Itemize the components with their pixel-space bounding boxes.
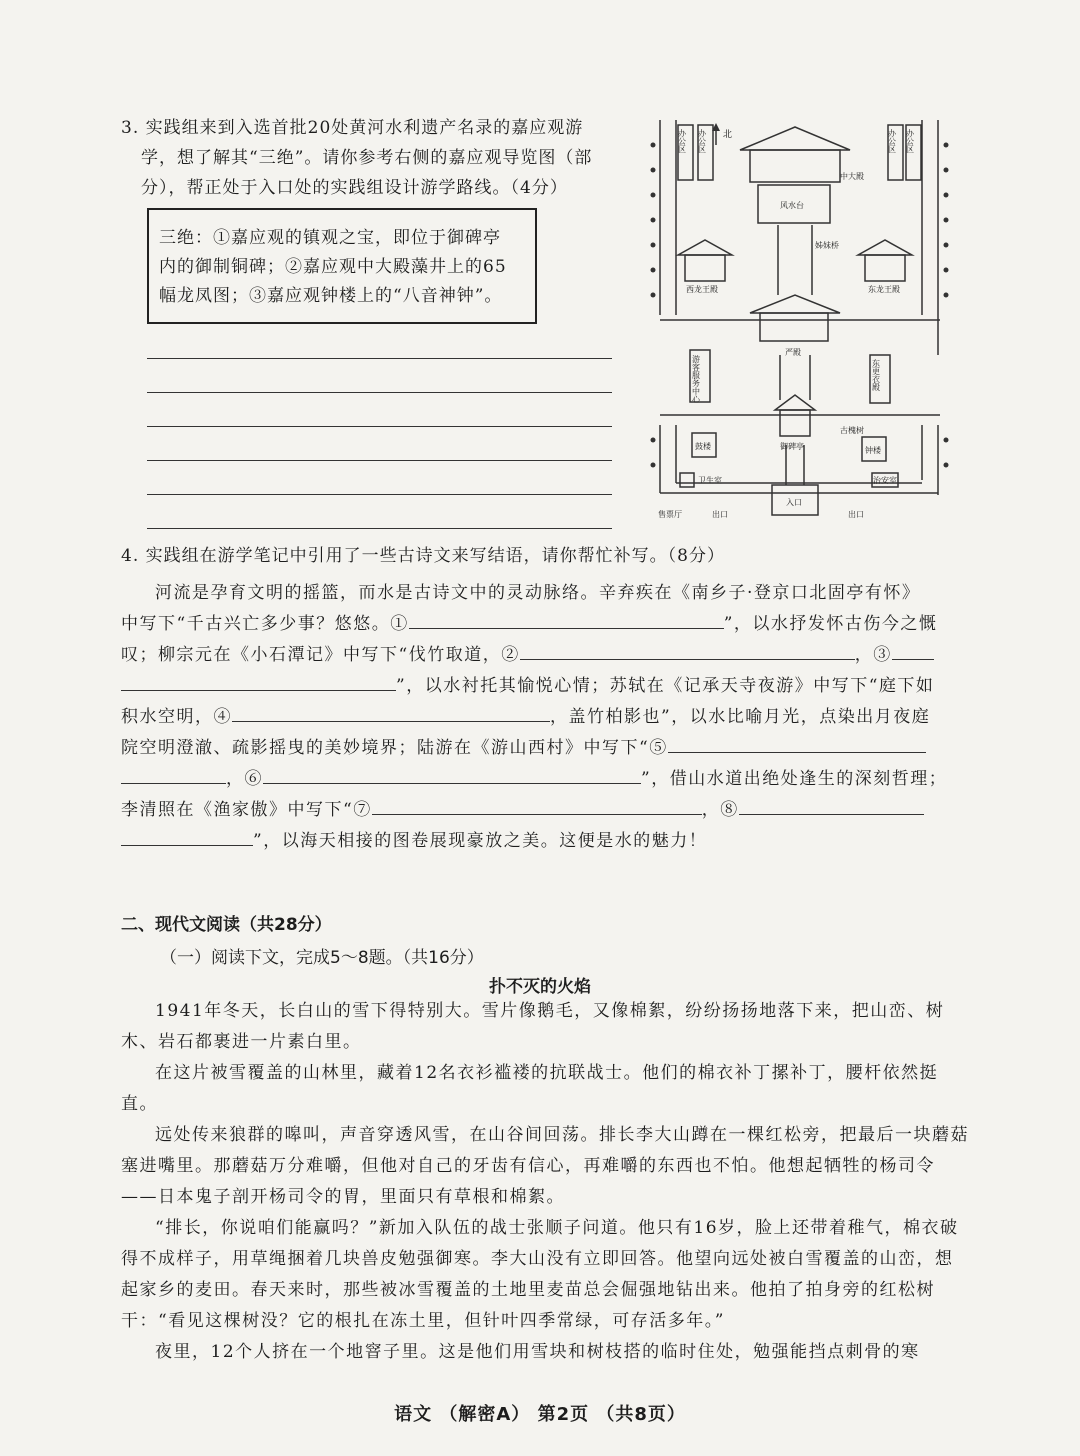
- q4-text: ，⑥: [226, 769, 263, 789]
- paragraph: 夜里，12个人挤在一个地窨子里。这是他们用雪块和树枝搭的临时住处，勉强能挡点刺骨的寒: [155, 1342, 920, 1362]
- box-line: 内的御制铜碑；②嘉应观中大殿藻井上的65: [159, 257, 507, 277]
- paragraph: 1941年冬天，长白山的雪下得特别大。雪片像鹅毛，又像棉絮，纷纷扬扬地落下来，把山峦、树木、岩石都裹进一片素白里。: [121, 1001, 945, 1052]
- q4-line: [121, 795, 976, 826]
- q4-text: ，③: [854, 645, 892, 665]
- blank-3[interactable]: [892, 641, 934, 660]
- exit-label-west: 出口: [712, 510, 728, 519]
- yandian-label: 严殿: [785, 348, 801, 357]
- blank-6[interactable]: [263, 765, 641, 784]
- box-line: 幅龙凤图；③嘉应观钟楼上的“八音神钟”。: [159, 286, 503, 306]
- blank-8-cont[interactable]: [121, 827, 253, 846]
- office-label: 办公区: [905, 129, 915, 153]
- donglongwang-label: 东龙王殿: [868, 285, 900, 294]
- xilongwang-label: 西龙王殿: [686, 285, 718, 294]
- q4-text: 院空明澄澈、疏影摇曳的美妙境界；陆游在《游山西村》中写下“⑤: [121, 738, 668, 758]
- shoupiao-label: 售票厅: [658, 510, 682, 519]
- page-footer: 语文 （解密A） 第2页 （共8页）: [394, 1404, 686, 1425]
- q4-text: ”，以海天相接的图卷展现豪放之美。这便是水的魅力！: [253, 831, 708, 851]
- q4-line: [121, 826, 976, 857]
- answer-line[interactable]: [147, 460, 612, 461]
- q4-text: ，盖竹柏影也”，以水比喻月光，点染出月夜庭: [550, 707, 931, 727]
- q4-text: 叹；柳宗元在《小石潭记》中写下“伐竹取道，②: [121, 645, 520, 665]
- q4-line: [121, 764, 976, 795]
- q4-line: [121, 733, 976, 764]
- blank-5[interactable]: [668, 734, 926, 753]
- q4-text: ”，以水衬托其愉悦心情；苏轼在《记承天寺夜游》中写下“庭下如: [396, 676, 935, 696]
- weisheng-label: 卫生室: [698, 476, 722, 485]
- north-label: 北: [723, 130, 733, 140]
- q4-text: 积水空明，④: [121, 707, 232, 727]
- q4-body: [121, 578, 976, 857]
- q4-stem: 4. 实践组在游学笔记中引用了一些古诗文来写结语，请你帮忙补写。（8分）: [121, 546, 725, 566]
- jiayingguan-map: [640, 115, 960, 525]
- visitor-center-label: 游客服务中心: [691, 355, 701, 403]
- answer-line[interactable]: [147, 392, 612, 393]
- zhonglou-label: 钟楼: [865, 446, 881, 455]
- q4-text: 中写下“千古兴亡多少事？悠悠。①: [121, 614, 409, 634]
- article-body: [121, 996, 971, 1368]
- exit-label-east: 出口: [848, 510, 864, 519]
- q4-text: ，⑧: [701, 800, 739, 820]
- q3-stem-line: 分），帮正处于入口处的实践组设计游学路线。（4分）: [141, 178, 568, 198]
- blank-3-cont[interactable]: [121, 672, 396, 691]
- q4-text: ”，借山水道出绝处逢生的深刻哲理；: [641, 769, 948, 789]
- section-sub: （一）阅读下文，完成5～8题。（共16分）: [160, 948, 484, 968]
- paragraph: 远处传来狼群的嗥叫，声音穿透风雪，在山谷间回荡。排长李大山蹲在一棵红松旁，把最后一块蘑菇塞进嘴里。那蘑菇万分难嚼，但他对自己的牙齿有信心，再难嚼的东西也不怕。他想起牺牲的杨司令——日本鬼子剖开杨司令的胃，里面只有草根和棉絮。: [121, 1125, 969, 1207]
- blank-1[interactable]: [409, 610, 724, 629]
- section-heading: 二、现代文阅读（共28分）: [121, 915, 332, 935]
- answer-line[interactable]: [147, 528, 612, 529]
- article-title: 扑不灭的火焰: [489, 977, 591, 997]
- fengshuitai-label: 风水台: [780, 201, 804, 210]
- answer-line[interactable]: [147, 426, 612, 427]
- blank-8[interactable]: [739, 796, 924, 815]
- three-wonders-box: [147, 208, 537, 324]
- blank-4[interactable]: [232, 703, 550, 722]
- answer-line[interactable]: [147, 358, 612, 359]
- q4-text: 李清照在《渔家傲》中写下“⑦: [121, 800, 372, 820]
- office-label: 办公区: [697, 129, 707, 153]
- yubeiting-label: 御碑亭: [780, 442, 804, 451]
- box-line: 三绝：①嘉应观的镇观之宝，即位于御碑亭: [159, 228, 501, 248]
- q4-line: 河流是孕育文明的摇篮，而水是古诗文中的灵动脉络。辛弃疾在《南乡子·登京口北固亭有怀》: [155, 583, 921, 603]
- blank-7[interactable]: [372, 796, 702, 815]
- zhian-label: 治安室: [873, 476, 897, 485]
- blank-5-cont[interactable]: [121, 765, 226, 784]
- zimeiqiao-label: 姊妹桥: [815, 241, 839, 250]
- paragraph: 在这片被雪覆盖的山林里，藏着12名衣衫褴褛的抗联战士。他们的棉衣补丁摞补丁，腰杆依然挺直。: [121, 1063, 939, 1114]
- q4-line: [121, 702, 976, 733]
- guhuaishu-label: 古槐树: [840, 426, 864, 435]
- q4-text: ”，以水抒发怀古伤今之慨: [723, 614, 938, 634]
- office-label: 办公区: [887, 129, 897, 153]
- q4-line: [121, 671, 976, 702]
- q3-stem: [121, 113, 621, 203]
- blank-2[interactable]: [520, 641, 855, 660]
- gulou-label: 鼓楼: [695, 442, 711, 451]
- q3-stem-line: 学，想了解其“三绝”。请你参考右侧的嘉应观导览图（部: [141, 148, 593, 168]
- q4-line: [121, 609, 976, 640]
- q4-line: [121, 640, 976, 671]
- answer-line[interactable]: [147, 494, 612, 495]
- zhongdadian-label: 中大殿: [840, 172, 864, 181]
- east-hall-label: 东更衣殿: [871, 359, 881, 391]
- office-label: 办公区: [677, 129, 687, 153]
- paragraph: “排长，你说咱们能赢吗？”新加入队伍的战士张顺子问道。他只有16岁，脸上还带着稚气，棉衣破得不成样子，用草绳捆着几块兽皮勉强御寒。李大山没有立即回答。他望向远处被白雪覆盖的山峦，想起家乡的麦田。春天来时，那些被冰雪覆盖的土地里麦苗总会倔强地钻出来。他拍了拍身旁的红松树干：“看见这棵树没？它的根扎在冻土里，但针叶四季常绿，可存活多年。”: [121, 1218, 959, 1331]
- entrance-label: 入口: [786, 498, 802, 507]
- q3-stem-line: 3. 实践组来到入选首批20处黄河水利遗产名录的嘉应观游: [121, 118, 584, 138]
